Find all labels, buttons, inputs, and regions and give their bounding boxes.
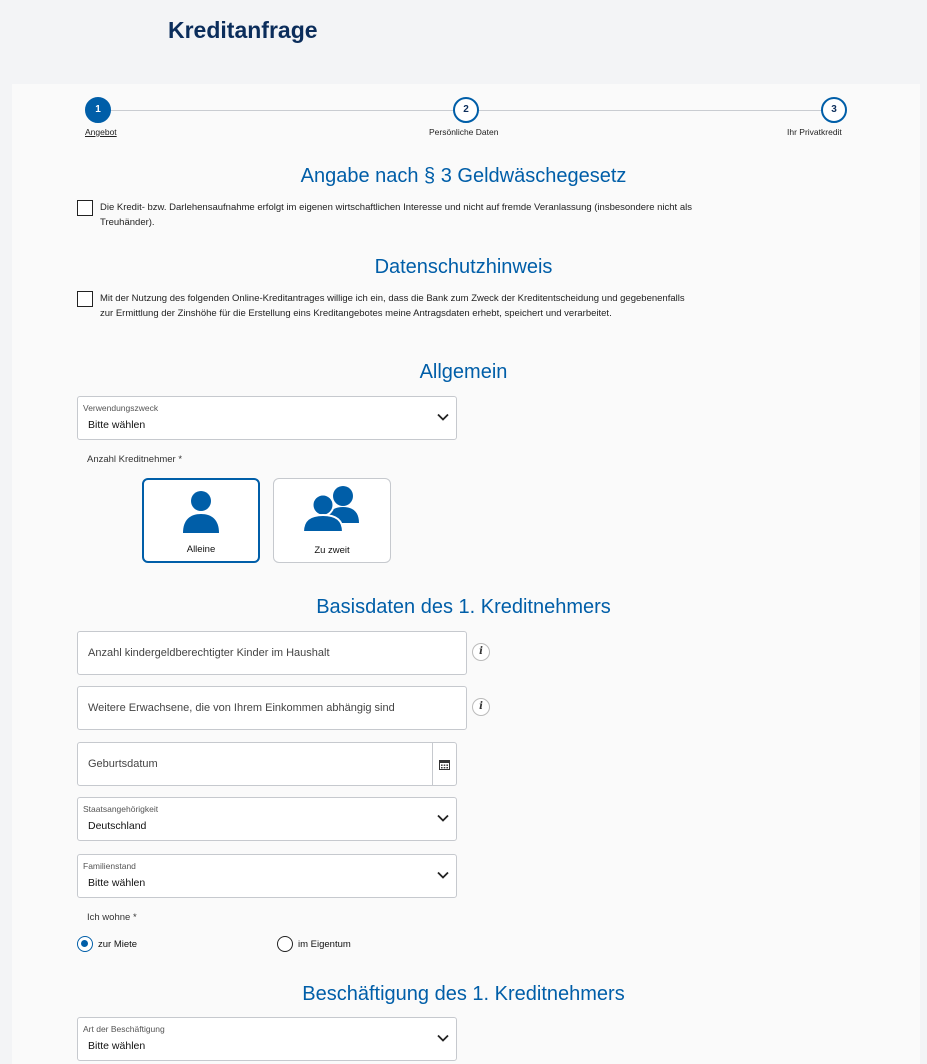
purpose-label: Verwendungszweck — [83, 403, 159, 413]
general-title: Allgemein — [419, 361, 508, 383]
calendar-button[interactable] — [432, 743, 456, 785]
person-icon — [179, 490, 223, 536]
gwg-checkbox-text: Die Kredit- bzw. Darlehensaufnahme erfolgt im eigenen wirtschaftlichen Interesse und nicht auf fremde Veranlassung (insbesondere nicht als Treuhänder). — [100, 202, 692, 228]
radio-rent-dot[interactable] — [77, 936, 93, 952]
step-3-circle: 3 — [821, 97, 847, 123]
privacy-checkbox-row[interactable] — [77, 291, 697, 321]
chevron-down-icon — [436, 811, 450, 825]
employment-title: Beschäftigung des 1. Kreditnehmers — [302, 983, 625, 1005]
employment-type-value: Bitte wählen — [88, 1040, 146, 1052]
basic-title: Basisdaten des 1. Kreditnehmers — [316, 596, 611, 618]
marital-select[interactable] — [77, 854, 457, 898]
choice-alone[interactable] — [142, 478, 260, 563]
nationality-value: Deutschland — [88, 820, 147, 832]
purpose-value: Bitte wählen — [88, 419, 146, 431]
nationality-select[interactable] — [77, 797, 457, 841]
gwg-checkbox-row[interactable] — [77, 200, 727, 230]
borrower-count-label: Anzahl Kreditnehmer * — [87, 454, 183, 465]
step-2 — [429, 97, 499, 137]
radio-own-dot[interactable] — [277, 936, 293, 952]
chevron-down-icon — [436, 1031, 450, 1045]
two-persons-icon — [299, 485, 365, 533]
children-placeholder: Anzahl kindergeldberechtigter Kinder im Haushalt — [88, 647, 330, 659]
privacy-title: Datenschutzhinweis — [374, 256, 553, 278]
gwg-checkbox[interactable] — [77, 200, 93, 216]
radio-own[interactable] — [277, 936, 351, 952]
chevron-down-icon — [436, 410, 450, 424]
radio-rent[interactable] — [77, 936, 137, 952]
gwg-title: Angabe nach § 3 Geldwäschegesetz — [300, 165, 627, 187]
children-input[interactable] — [77, 631, 467, 675]
choice-alone-label: Alleine — [186, 544, 216, 555]
radio-own-label: im Eigentum — [298, 938, 351, 950]
employment-type-label: Art der Beschäftigung — [83, 1024, 165, 1034]
birthdate-placeholder: Geburtsdatum — [88, 758, 158, 770]
employment-type-select[interactable] — [77, 1017, 457, 1061]
adults-input[interactable] — [77, 686, 467, 730]
step-3-label: Ihr Privatkredit — [787, 127, 842, 137]
chevron-down-icon — [436, 868, 450, 882]
choice-two-label: Zu zweit — [314, 545, 350, 556]
step-1-label[interactable]: Angebot — [85, 127, 117, 137]
page-title: Kreditanfrage — [168, 17, 318, 43]
nationality-label: Staatsangehörigkeit — [83, 804, 159, 814]
step-3 — [787, 97, 847, 137]
birthdate-input[interactable] — [77, 742, 457, 786]
privacy-checkbox[interactable] — [77, 291, 93, 307]
living-label: Ich wohne * — [87, 912, 137, 923]
choice-two[interactable] — [273, 478, 391, 563]
step-2-circle: 2 — [453, 97, 479, 123]
adults-placeholder: Weitere Erwachsene, die von Ihrem Einkommen abhängig sind — [88, 702, 395, 714]
marital-label: Familienstand — [83, 861, 136, 871]
radio-rent-label: zur Miete — [98, 938, 138, 950]
privacy-checkbox-text: Mit der Nutzung des folgenden Online-Kreditantrages willige ich ein, dass die Bank zum Zweck der Kreditentscheidung und gegebenenfalls zur Ermittlung der Zinshöhe für die Erstellung eins Kreditangebotes meine Antragsdaten erhebt, speichert und verarbeitet. — [100, 293, 685, 319]
form-card — [12, 84, 920, 1064]
calendar-icon — [439, 759, 450, 770]
marital-value: Bitte wählen — [88, 877, 146, 889]
step-2-label: Persönliche Daten — [429, 127, 499, 137]
adults-info-icon[interactable]: i — [472, 698, 490, 716]
children-info-icon[interactable]: i — [472, 643, 490, 661]
purpose-select[interactable] — [77, 396, 457, 440]
step-1[interactable] — [85, 97, 117, 137]
step-1-circle: 1 — [85, 97, 111, 123]
